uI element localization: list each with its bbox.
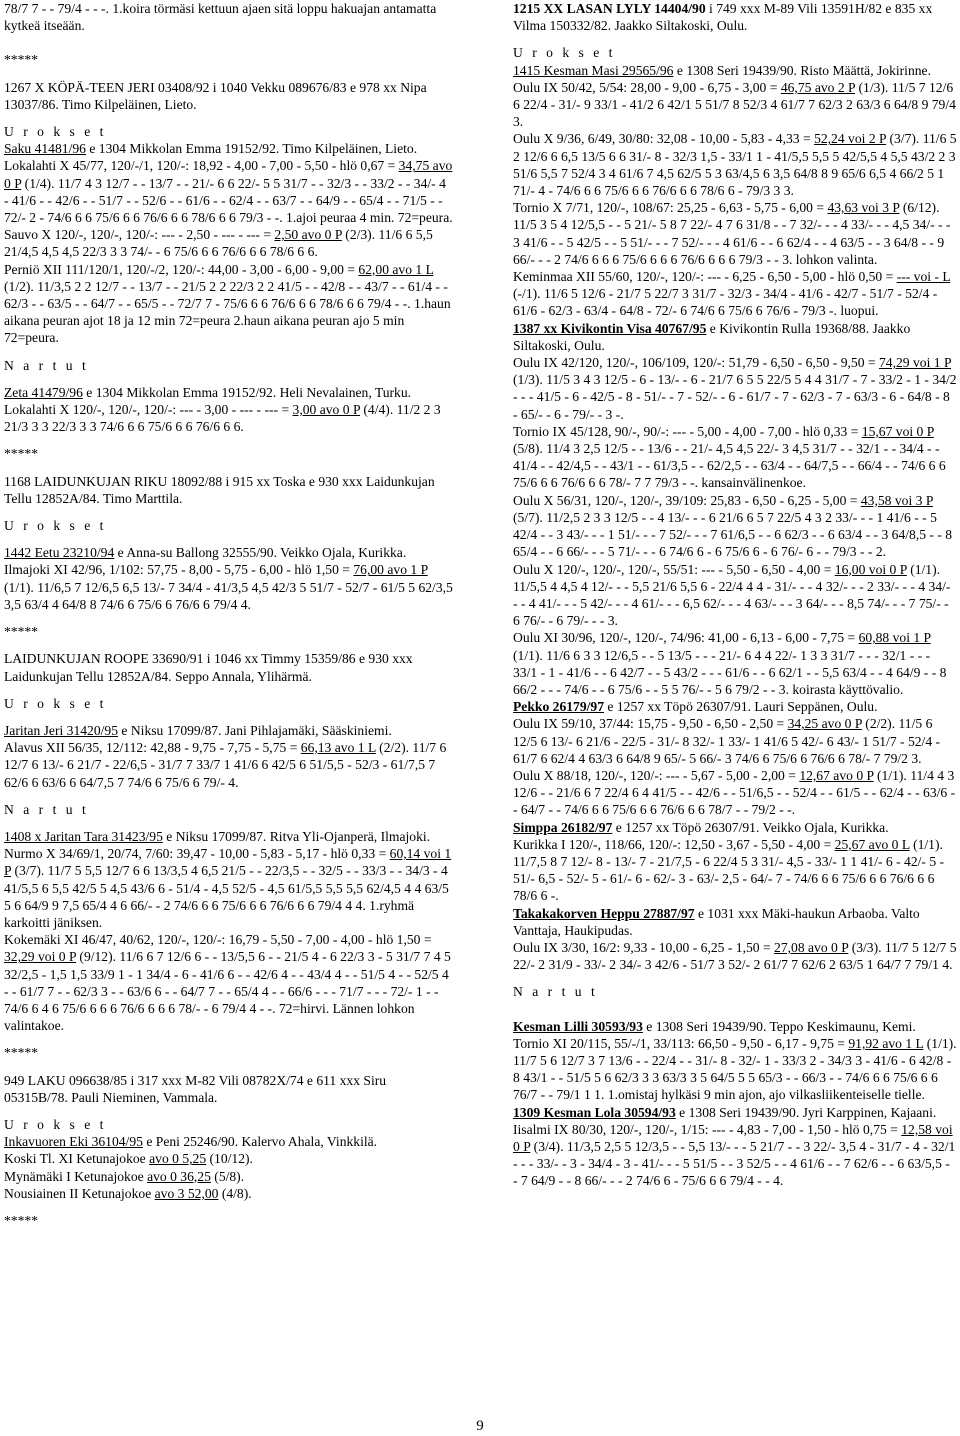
- spacer: [513, 973, 957, 983]
- paragraph: [4, 828, 453, 845]
- paragraph: [513, 268, 957, 320]
- text-run: Simppa 26182/97: [513, 819, 613, 835]
- text-run: (5/8). 11/4 3 2,5 12/5 - - 13/6 - - 21/- 4,5 4,5 22/- 3 4,5 31/7 - - 32/1 - - 34/4 - - 41/4 - - 42/4,5 - - 43/1 - - 61/3,5 - - 62/2,5 - - 63/4 - - 64/7,5 - - 66/4 - - 74/6 6 6 75/6 6 6 76/6 6 6 78/- 7 7 79/3 - -. kansainvälinenkoe.: [513, 441, 946, 491]
- paragraph: [4, 140, 453, 157]
- paragraph: [4, 0, 453, 34]
- spacer: [4, 1106, 453, 1116]
- paragraph: [4, 931, 453, 1034]
- text-run: e Anna-su Ballong 32555/90. Veikko Ojala, Kurikka.: [114, 545, 407, 561]
- text-run: 16,00 voi 0 P: [834, 561, 907, 577]
- paragraph: [4, 1168, 453, 1185]
- text-run: 1215 XX LASAN LYLY 14404/90: [513, 1, 706, 16]
- text-run: (3/4). 11/3,5 2,5 5 12/3,5 - - 5,5 13/- - - 5 21/7 - - 3 22/- 3,5 4 - 31/7 - 4 - 32/1 - - - 33/- - 3 - 34/4 - 3 - 41/- - - 5 51/5 - - 3 52/5 - - 4 61/6 - - 7 62/6 - - 6 63/5,5 - - 7 64/9 - - 8 66/- - - 2 74/6 6 - 75/6 6 6 79/4 - - 4.: [513, 1139, 956, 1189]
- text-run: 66,13 avo 1 L: [300, 740, 376, 756]
- paragraph: [4, 1150, 453, 1167]
- text-run: (1/4). 11/7 4 3 12/7 - - 13/7 - - 21/- 6 6 22/- 5 5 31/7 - - 32/3 - - 33/2 - - 34/- 4 - 41/6 - - 42/6 - - 51/7 - - 52/6 - - 61/6 - - 62/4 - - 63/7 - - 64/9 - - 65/4 - - 71/5 - - 72/- 2 - 74/6 6 6 75/6 6 6 76/6 6 6 78/6 6 6 79/3 - -. 1.ajoi peuraa 4 min. 72=peura.: [4, 175, 453, 226]
- paragraph: [513, 715, 957, 767]
- paragraph: [4, 51, 453, 68]
- paragraph: [4, 845, 453, 931]
- text-run: 25,67 avo 0 L: [834, 836, 910, 852]
- text-run: (4/8).: [218, 1185, 252, 1201]
- paragraph: [513, 354, 957, 423]
- paragraph: [4, 544, 453, 561]
- text-run: 27,08 avo 0 P: [774, 939, 849, 955]
- text-run: U r o k s e t: [4, 518, 107, 534]
- spacer: [4, 818, 453, 828]
- text-run: 1387 xx Kivikontin Visa 40767/95: [513, 320, 707, 336]
- text-run: Oulu XI 30/96, 120/-, 120/-, 74/96: 41,00 - 6,13 - 6,00 - 7,75 =: [513, 630, 859, 646]
- paragraph: [513, 561, 957, 630]
- text-run: 3,00 avo 0 P: [292, 402, 360, 418]
- text-run: (3/3). 11/7 5 12/7 5 22/- 2 31/9 - 33/- 2 34/- 3 42/6 - 51/7 3 52/- 2 61/7 7 62/6 2 63/5 1 64/7 7 79/1 4.: [513, 939, 957, 973]
- text-run: U r o k s e t: [4, 1116, 107, 1132]
- paragraph: [513, 1035, 957, 1104]
- text-run: 32,29 voi 0 P: [4, 949, 77, 965]
- text-run: (3/7). 11/7 5 5,5 12/7 6 6 13/3,5 4 6,5 21/5 - - 22/3,5 - - 32/5 - - 33/3 - - 34/3 - 4 41/5,5 6 5,5 42/5 5 4,5 43/6 6 - 51/4 - 4,5 52/5 - 4,5 61/5,5 5,5 5,5 62/4,5 4 4 63/5 5 6 64/9 9 7,5 65/4 4 6 66/- - 2 74/6 6 6 75/6 6 6 76/6 6 6 79/4 4 4. 1.ryhmä karkoitti jäniksen.: [4, 863, 449, 930]
- text-run: (1/1). 11/6,5 7 12/6,5 6,5 13/- 7 34/4 - 41/3,5 4,5 42/3 5 51/7 - 52/7 - 61/5 5 62/3,5 3,5 63/4 4 64/8 8 74/6 6 75/6 6 76/6 6 79/4 4.: [4, 579, 453, 612]
- paragraph: [4, 445, 453, 462]
- text-run: avo 3 52,00: [154, 1185, 219, 1201]
- text-run: e 1257 xx Töpö 26307/91. Veikko Ojala, Kurikka.: [612, 819, 889, 835]
- paragraph: [513, 905, 957, 939]
- paragraph: [4, 157, 453, 226]
- text-run: i 749 xxx M-89 Vili 13591H/82 e 835 xx Vilma 150332/82. Jaakko Siltakoski, Oulu.: [513, 1, 933, 34]
- text-run: Saku 41481/96: [4, 141, 86, 157]
- paragraph: [513, 983, 957, 1000]
- text-run: Sauvo X 120/-, 120/-, 120/-: --- - 2,50 - --- - --- =: [4, 227, 275, 243]
- text-run: Lokalahti X 120/-, 120/-, 120/-: --- - 3,00 - --- - --- =: [4, 402, 293, 418]
- paragraph: [4, 695, 453, 712]
- text-run: N a r t u t: [513, 984, 598, 1000]
- text-run: 12,67 avo 0 P: [799, 767, 874, 783]
- text-run: *****: [4, 1212, 38, 1228]
- paragraph: [4, 1185, 453, 1202]
- spacer: [4, 712, 453, 722]
- paragraph: [513, 423, 957, 492]
- left-column: [4, 0, 453, 1229]
- text-run: Mynämäki I Ketunajokoe: [4, 1168, 148, 1184]
- paragraph: [4, 1133, 453, 1150]
- text-run: *****: [4, 446, 38, 462]
- paragraph: [4, 1116, 453, 1133]
- spacer: [4, 640, 453, 650]
- spacer: [4, 1062, 453, 1072]
- text-run: (10/12).: [206, 1151, 253, 1167]
- text-run: (1/2). 11/3,5 2 2 12/7 - - 13/7 - - 21/5 2 2 22/3 2 2 41/5 - - 42/8 - - 43/7 - - 61/4 - - 62/3 - - 63/5 - - 64/7 - - 65/5 - - 72/7 7 - 75/6 6 6 76/6 6 6 78/6 6 6 79/4 - -. 1.haun aikana peuran ajot 18 ja 12 min 72=peura 2.haun aikana peuran ajo 5 min 72=peura.: [4, 278, 451, 346]
- spacer: [4, 347, 453, 357]
- text-run: 46,75 avo 2 P: [780, 79, 856, 95]
- spacer: [4, 507, 453, 517]
- text-run: avo 0 5,25: [149, 1151, 207, 1167]
- paragraph: [513, 79, 957, 131]
- text-run: e 1308 Seri 19439/90. Teppo Keskimaunu, Kemi.: [642, 1018, 916, 1034]
- text-run: Kokemäki XI 46/47, 40/62, 120/-, 120/-: 16,79 - 5,50 - 7,00 - 4,00 - hlö 1,50 =: [4, 932, 432, 948]
- text-run: e Kivikontin Rulla 19368/88. Jaakko Siltakoski, Oulu.: [513, 320, 911, 353]
- paragraph: [4, 739, 453, 791]
- text-run: e 1304 Mikkolan Emma 19152/92. Timo Kilpeläinen, Lieto.: [85, 141, 418, 157]
- text-run: (4/4). 11/2 2 3 21/3 3 3 22/3 3 3 74/6 6 6 75/6 6 6 76/6 6 6.: [4, 402, 441, 435]
- text-run: Iisalmi IX 80/30, 120/-, 120/-, 1/15: --- - 4,83 - 7,00 - 1,50 - hlö 0,75 =: [513, 1121, 902, 1137]
- spacer: [513, 1001, 957, 1018]
- spacer: [4, 1202, 453, 1212]
- text-run: avo 0 36,25: [147, 1168, 211, 1184]
- spacer: [4, 534, 453, 544]
- paragraph: [513, 767, 957, 819]
- text-run: e 1031 xxx Mäki-haukun Arbaoba. Valto Vanttaja, Haukipudas.: [513, 905, 920, 938]
- paragraph: [4, 517, 453, 534]
- text-run: 74,29 voi 1 P: [879, 355, 952, 371]
- text-run: N a r t u t: [4, 357, 89, 373]
- text-run: 52,24 voi 2 P: [814, 131, 887, 147]
- paragraph: [513, 629, 957, 698]
- text-run: (9/12). 11/6 6 7 12/6 6 - - 13/5,5 6 - - 21/5 4 - 6 22/3 3 - 5 31/7 7 4 5 32/2,5 - 1,5 1,5 33/9 1 - 1 34/4 - 6 - 41/6 6 - - 42/6 4 - - 43/4 4 - - 51/5 4 - - 52/5 4 - - 61/7 7 - - 62/3 3 - - 63/6 6 - - 64/7 7 - - 65/4 4 - - 66/6 - - - 71/7 - - - 72/- 1 - - 74/6 6 4 6 75/6 6 6 6 76/6 6 6 6 78/- - 6 79/4 4 - -. 72=hirvi. Lännen lohkon valintakoe.: [4, 949, 451, 1034]
- text-run: Pekko 26179/97: [513, 699, 605, 715]
- text-run: LAIDUNKUJAN ROOPE 33690/91 i 1046 xx Timmy 15359/86 e 930 xxx Laidunkujan Tellu 12852A/84. Seppo Annala, Ylihärmä.: [4, 651, 413, 684]
- paragraph: [513, 819, 957, 836]
- text-run: 62,00 avo 1 L: [358, 261, 434, 277]
- text-run: (3/7). 11/6 5 2 12/6 6 6,5 13/5 6 6 31/- 8 - 32/3 1,5 - 33/1 1 - 41/5,5 5,5 5 42/5,5 4 5,5 43/2 2 3 51/6 5,5 7 52/4 3 4 61/6 7 4,5 62/5 5 3 63/4,5 6 3,5 64/8 8 9 65/6 6,5 4 66/2 5 1 71/- 4 - 74/6 6 6 75/6 6 6 76/6 6 6 78/6 6 - 79/3 3 3.: [513, 131, 957, 199]
- text-run: Jaritan Jeri 31420/95: [4, 722, 119, 738]
- spacer: [4, 1034, 453, 1044]
- text-run: Oulu X 120/-, 120/-, 120/-, 55/51: --- - 5,50 - 6,50 - 4,00 =: [513, 561, 835, 577]
- text-run: Zeta 41479/96: [4, 384, 83, 400]
- text-run: (1/1). 11/7 5 6 12/7 3 7 13/6 - - 22/4 - - 31/- 8 - 32/- 1 - 33/3 2 - 34/3 3 - 41/6 - 6 42/8 - 8 43/1 - - 51/5 5 6 62/3 3 3 63/3 3 5 64/5 5 5 65/3 - - 66/3 - - 74/6 6 6 75/6 6 6 76/7 - - 79/1 1 1. 1.omistaj hylkäsi 9 min ajon, ajo vilkasliikenteiselle tielle.: [513, 1035, 957, 1103]
- spacer: [4, 613, 453, 623]
- text-run: Tornio XI 20/115, 55/-/1, 33/113: 66,50 - 9,50 - 6,17 - 9,75 =: [513, 1035, 849, 1051]
- spacer: [4, 463, 453, 473]
- text-run: (1/1). 11/7,5 8 7 12/- 8 - 13/- 7 - 21/7,5 - 6 22/4 5 3 31/- 4,5 - 33/- 1 1 41/- 6 - 42/- 5 - 51/- 6,5 - 52/- 5 - 61/- 6 - 62/- 3 - 63/- 2,5 - 64/- 7 - 74/6 6 6 75/6 6 6 76/6 6 6 78/6 6 -.: [513, 836, 945, 904]
- spacer: [4, 791, 453, 801]
- text-run: N a r t u t: [4, 801, 89, 817]
- text-run: (5/7). 11/2,5 2 3 3 12/5 - - 4 13/- - - 6 21/6 6 5 7 22/5 4 3 2 33/- - - 1 41/6 - - 5 42/4 - - 3 43/- - - 1 51/- - - 7 52/- - - 7 61/6,5 - - 6 62/3 - - 6 63/4 - - 3 64/8,5 - - 8 65/4 - - 6 66/- - - 5 71/- - - 6 74/6 6 - 6 75/6 6 - 6 76/- 6 - - 79/3 - - 2.: [513, 509, 953, 560]
- text-run: 1267 X KÖPÄ-TEEN JERI 03408/92 i 1040 Vekku 089676/83 e 978 xx Nipa 13037/86. Timo Kilpeläinen, Lieto.: [4, 79, 427, 112]
- text-run: 34,75 avo 0 P: [4, 158, 453, 191]
- text-run: (6/12). 11/5 3 5 4 12/5,5 - - 5 21/- 5 8 7 22/- 4 7 6 31/8 - - 7 32/- - - 4 33/- - - 4,5 34/- - - 3 41/6 - - 5 42/5 - - 5 51/- - - 7 52/- - - 4 61/6 - - 6 62/4 - - 4 63/5 - - 3 64/8 - - 9 66/- - - 2 74/6 6 6 6 75/6 6 6 6 76/6 6 6 6 79/3 - - 3. lohkon valinta.: [513, 200, 951, 267]
- paragraph: [4, 401, 453, 435]
- text-run: e 1257 xx Töpö 26307/91. Lauri Seppänen, Oulu.: [604, 699, 878, 715]
- paragraph: [4, 1072, 453, 1106]
- text-run: (1/1). 11/6 6 3 3 12/6,5 - - 5 13/5 - - - 21/- 6 4 4 22/- 1 3 3 31/7 - - - 32/1 - - - 33/1 - 1 - 41/6 - - 6 42/7 - - 5 43/2 - - - 61/6 - - 6 62/1 - - 5,5 63/4 - - 4 64/9 - - 8 66/2 - - - 74/6 - - 6 75/6 - - 5 5 76/- - 5 6 79/2 - - 3. koirasta käyttövalio.: [513, 647, 947, 697]
- text-run: 76,00 avo 1 P: [353, 562, 428, 578]
- text-run: Oulu IX 3/30, 16/2: 9,33 - 10,00 - 6,25 - 1,50 =: [513, 939, 775, 955]
- right-column: [513, 0, 957, 1190]
- text-run: Kesman Lilli 30593/93: [513, 1018, 643, 1034]
- text-run: e Niksu 17099/87. Ritva Yli-Ojanperä, Ilmajoki.: [162, 828, 431, 844]
- text-run: (1/3). 11/5 7 12/6 6 22/4 - 31/- 9 33/1 - 41/2 6 42/1 5 51/7 8 52/3 4 61/7 7 62/3 2 63/3 6 64/8 9 79/4 3.: [513, 79, 956, 130]
- paragraph: [513, 320, 957, 354]
- text-run: Keminmaa XII 55/60, 120/-, 120/-: --- - 6,25 - 6,50 - 5,00 - hlö 0,50 =: [513, 269, 897, 285]
- text-run: e Peni 25246/90. Kalervo Ahala, Vinkkilä.: [142, 1134, 378, 1150]
- text-run: 78/7 7 - - 79/4 - - -. 1.koira törmäsi kettuun ajaen sitä loppu hakuajan antamatta kytkeä itseään.: [4, 1, 437, 34]
- text-run: (2/3). 11/6 6 5,5 21/4,5 4,5 4,5 22/3 3 3 74/- - 6 75/6 6 6 76/6 6 6 78/6 6 6.: [4, 227, 433, 260]
- text-run: U r o k s e t: [4, 124, 107, 140]
- text-run: 1168 LAIDUNKUJAN RIKU 18092/88 i 915 xx Toska e 930 xxx Laidunkujan Tellu 12852A/84. Timo Marttila.: [4, 473, 435, 506]
- text-run: (-/1). 11/6 5 12/6 - 21/7 5 22/7 3 31/7 - 32/3 - 34/4 - 41/6 - 42/7 - 51/7 - 52/4 - 61/6 - 62/3 - 63/4 - 64/8 - 72/- 6 74/6 6 75/6 6 76/6 - 79/3 -. luopui.: [513, 286, 938, 319]
- text-run: Alavus XII 56/35, 12/112: 42,88 - 9,75 - 7,75 - 5,75 =: [4, 740, 301, 756]
- paragraph: [513, 130, 957, 199]
- text-run: Tornio X 7/71, 120/-, 108/67: 25,25 - 6,63 - 5,75 - 6,00 =: [513, 200, 828, 216]
- paragraph: [4, 79, 453, 113]
- text-run: (1/1). 11/4 4 3 12/6 - - 21/6 6 7 22/4 6 4 41/5 - - 42/6 - - 51/6,5 - - 52/4 - - 61/5 - - 62/4 - - 63/6 - - 64/7 - - 74/6 6 6 75/6 6 6 76/6 6 6 78/7 - - 79/2 - -.: [513, 767, 956, 818]
- paragraph: [4, 722, 453, 739]
- paragraph: [4, 650, 453, 684]
- text-run: 1415 Kesman Masi 29565/96: [513, 62, 674, 78]
- text-run: 1309 Kesman Lola 30594/93: [513, 1104, 676, 1120]
- text-run: *****: [4, 52, 38, 68]
- paragraph: [513, 199, 957, 268]
- paragraph: [513, 836, 957, 905]
- text-run: Lokalahti X 45/77, 120/-/1, 120/-: 18,92 - 4,00 - 7,00 - 5,50 - hlö 0,67 =: [4, 158, 399, 174]
- page-number: 9: [476, 1418, 484, 1434]
- spacer: [4, 685, 453, 695]
- text-run: 60,88 voi 1 P: [858, 630, 931, 646]
- text-run: --- voi - L: [896, 269, 951, 285]
- text-run: 15,67 voi 0 P: [861, 423, 934, 439]
- text-run: 949 LAKU 096638/85 i 317 xxx M-82 Vili 08782X/74 e 611 xxx Siru 05315B/78. Pauli Nieminen, Vammala.: [4, 1072, 387, 1105]
- paragraph: [4, 473, 453, 507]
- text-run: 12,58 voi 0 P: [513, 1121, 953, 1154]
- paragraph: [4, 801, 453, 818]
- paragraph: [513, 1018, 957, 1035]
- text-run: *****: [4, 1045, 38, 1061]
- text-run: Tornio IX 45/128, 90/-, 90/-: --- - 5,00 - 4,00 - 7,00 - hlö 0,33 =: [513, 423, 862, 439]
- paragraph: [4, 226, 453, 260]
- paragraph: [513, 1104, 957, 1121]
- text-run: e 1308 Seri 19439/90. Risto Määttä, Jokirinne.: [673, 62, 931, 78]
- text-run: 1408 x Jaritan Tara 31423/95: [4, 828, 163, 844]
- text-run: 43,58 voi 3 P: [860, 492, 933, 508]
- text-run: Koski Tl. XI Ketunajokoe: [4, 1151, 150, 1167]
- text-run: Nousiainen II Ketunajokoe: [4, 1185, 155, 1201]
- text-run: (1/1). 11/5,5 4 4,5 4 12/- - - 5,5 21/6 5,5 6 - 22/4 4 4 - 31/- - - 4 32/- - - 2 33/- - - 4 34/- - - 4 41/- - - 5 42/- - - 4 61/- - - 6,5 62/- - - 4 63/- - - 3 64/- - - 8,5 74/- - - 7 75/- - 6 76/- - 6 79/- - - 3.: [513, 561, 951, 629]
- text-run: Ilmajoki XI 42/96, 1/102: 57,75 - 8,00 - 5,75 - 6,00 - hlö 1,50 =: [4, 562, 354, 578]
- text-run: Oulu IX 59/10, 37/44: 15,75 - 9,50 - 6,50 - 2,50 =: [513, 716, 788, 732]
- text-run: U r o k s e t: [4, 695, 107, 711]
- paragraph: [513, 62, 957, 79]
- text-run: 1442 Eetu 23210/94: [4, 545, 115, 561]
- paragraph: [513, 1121, 957, 1190]
- spacer: [4, 374, 453, 384]
- paragraph: [513, 492, 957, 561]
- paragraph: [4, 261, 453, 347]
- paragraph: [4, 357, 453, 374]
- text-run: Oulu IX 50/42, 5/54: 28,00 - 9,00 - 6,75 - 3,00 =: [513, 79, 781, 95]
- text-run: e 1304 Mikkolan Emma 19152/92. Heli Nevalainen, Turku.: [82, 384, 412, 400]
- spacer: [513, 34, 957, 44]
- text-run: Takakakorven Heppu 27887/97: [513, 905, 695, 921]
- text-run: Nurmo X 34/69/1, 20/74, 7/60: 39,47 - 10,00 - 5,83 - 5,17 - hlö 0,33 =: [4, 846, 390, 862]
- text-run: 43,63 voi 3 P: [827, 200, 900, 216]
- paragraph: [4, 123, 453, 140]
- text-run: (2/2). 11/7 6 12/7 6 13/- 6 21/7 - 22/6,5 - 31/7 7 33/7 1 41/6 6 42/5 6 51/5,5 - 52/3 - 61/7,5 7 62/6 6 63/6 6 64/7,5 7 74/6 6 75/6 6 79/- 4.: [4, 740, 447, 790]
- text-run: Perniö XII 111/120/1, 120/-/2, 120/-: 44,00 - 3,00 - 6,00 - 9,00 =: [4, 261, 359, 277]
- spacer: [4, 435, 453, 445]
- paragraph: [4, 623, 453, 640]
- text-run: Oulu X 56/31, 120/-, 120/-, 39/109: 25,83 - 6,50 - 6,25 - 5,00 =: [513, 492, 861, 508]
- paragraph: [4, 1044, 453, 1061]
- text-run: (5/8).: [210, 1168, 245, 1184]
- spacer: [4, 69, 453, 79]
- paragraph: [513, 44, 957, 61]
- text-run: Kurikka I 120/-, 118/66, 120/-: 12,50 - 3,67 - 5,50 - 4,00 =: [513, 836, 835, 852]
- text-run: Oulu X 9/36, 6/49, 30/80: 32,08 - 10,00 - 5,83 - 4,33 =: [513, 131, 815, 147]
- text-run: *****: [4, 624, 38, 640]
- text-run: (1/3). 11/5 3 4 3 12/5 - 6 - 13/- - 6 - 21/7 6 5 5 22/5 5 4 4 31/7 - 7 - 33/2 - 1 - 34/2 - - - 41/5 - 6 - 42/5 - 8 - 51/- - 7 - 52/- - 6 - 61/7 - 7 - 62/3 - 7 - 63/3 - 6 - 64/8 - 8 - 65/- - 6 - 79/- - 3 -.: [513, 372, 957, 422]
- text-run: e Niksu 17099/87. Jani Pihlajamäki, Sääskiniemi.: [118, 722, 392, 738]
- paragraph: [513, 0, 957, 34]
- paragraph: [4, 1212, 453, 1229]
- text-run: Inkavuoren Eki 36104/95: [4, 1134, 143, 1150]
- text-run: (2/2). 11/5 6 12/5 6 13/- 6 21/6 - 22/5 - 31/- 8 32/- 1 33/- 1 41/6 5 42/- 6 43/- 1 51/7 - 52/4 - 61/7 6 62/4 4 63/3 6 64/8 9 65/- 5 66/- 3 74/6 6 75/6 6 76/6 6 78/- 7 79/2 3.: [513, 716, 941, 766]
- text-run: e 1308 Seri 19439/90. Jyri Karppinen, Kajaani.: [675, 1104, 937, 1120]
- text-run: 34,25 avo 0 P: [787, 716, 862, 732]
- spacer: [4, 113, 453, 123]
- text-run: Oulu X 88/18, 120/-, 120/-: --- - 5,67 - 5,00 - 2,00 =: [513, 767, 800, 783]
- paragraph: [4, 561, 453, 613]
- paragraph: [513, 939, 957, 973]
- spacer: [4, 34, 453, 51]
- paragraph: [4, 384, 453, 401]
- paragraph: [513, 698, 957, 715]
- text-run: Oulu IX 42/120, 120/-, 106/109, 120/-: 51,79 - 6,50 - 6,50 - 9,50 =: [513, 355, 879, 371]
- text-run: U r o k s e t: [513, 45, 616, 61]
- text-run: 2,50 avo 0 P: [274, 227, 342, 243]
- text-run: 91,92 avo 1 L: [848, 1035, 924, 1051]
- text-run: 60,14 voi 1 P: [4, 846, 452, 879]
